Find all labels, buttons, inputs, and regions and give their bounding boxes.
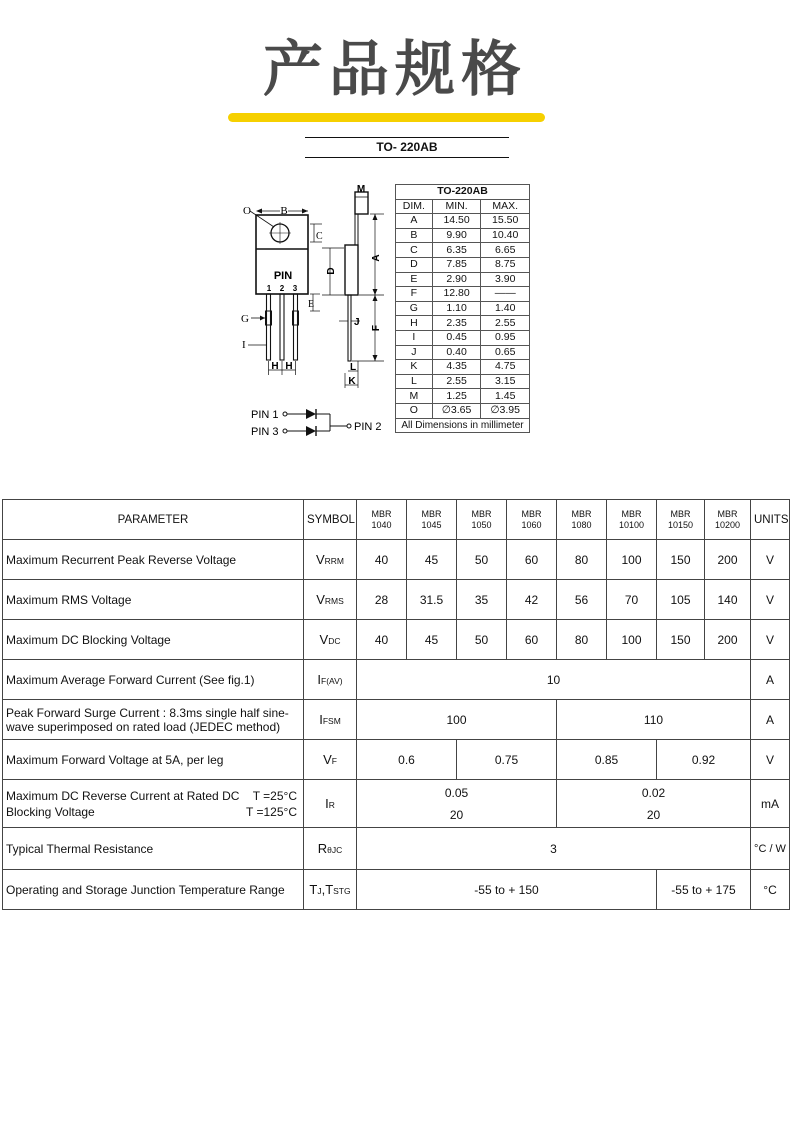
model-line1: MBR	[521, 508, 542, 519]
dim-letter: F	[396, 287, 433, 302]
value-cell: 140	[705, 580, 751, 620]
dim-min: 0.40	[432, 345, 481, 360]
dim-letter: A	[396, 214, 433, 229]
unit-cell: V	[751, 740, 790, 780]
param-label	[3, 700, 304, 740]
callout-h-left: H	[271, 361, 279, 372]
spec-row-vrms	[3, 580, 790, 620]
dim-min: 2.55	[432, 374, 481, 389]
spec-row-vdc	[3, 620, 790, 660]
callout-e: E	[308, 299, 315, 310]
dim-min: 9.90	[432, 228, 481, 243]
model-line2: 10150	[667, 519, 694, 530]
unit-cell: V	[751, 580, 790, 620]
pin1-terminal	[283, 412, 287, 416]
callout-k: K	[348, 376, 356, 387]
model-line2: 1060	[521, 519, 542, 530]
value-cell: 10	[357, 660, 751, 700]
dim-max: 4.75	[481, 360, 530, 375]
callout-f: F	[371, 324, 382, 332]
temp-condition-1: T =25°C	[252, 788, 297, 803]
arrow-b-left	[256, 209, 262, 214]
dim-row	[396, 330, 530, 345]
spec-header-row	[3, 500, 790, 540]
dim-max: ——	[481, 287, 530, 302]
callout-o: O	[243, 205, 251, 217]
model-line1: MBR	[471, 508, 492, 519]
dim-letter: E	[396, 272, 433, 287]
callout-a: A	[371, 254, 382, 262]
symbol-main: V	[316, 592, 325, 607]
param-line2-wrap	[6, 804, 300, 820]
unit-cell: V	[751, 620, 790, 660]
side-body	[345, 245, 358, 295]
value-cell: 110	[557, 700, 751, 740]
dim-row	[396, 243, 530, 258]
value-cell: 56	[557, 580, 607, 620]
value-bottom: 20	[449, 807, 464, 822]
symbol-sub: F	[331, 756, 337, 766]
spec-row-tj	[3, 870, 790, 910]
symbol-cell	[304, 660, 357, 700]
header-model	[705, 500, 751, 540]
dim-letter: D	[396, 257, 433, 272]
symbol-main: T	[309, 882, 318, 897]
dim-letter: I	[396, 330, 433, 345]
pin3-terminal	[283, 429, 287, 433]
pin-number-3: 3	[292, 284, 298, 293]
arrow-a-top	[373, 214, 378, 220]
dim-header-max: MAX.	[481, 199, 530, 214]
value-cell: 35	[457, 580, 507, 620]
value-cell: 0.85	[557, 740, 657, 780]
value-cell: 0.75	[457, 740, 557, 780]
model-line2: 10100	[618, 519, 645, 530]
arrow-g	[260, 316, 265, 321]
param-label: Maximum Recurrent Peak Reverse Voltage	[3, 540, 304, 580]
unit-cell: A	[751, 660, 790, 700]
lead-3	[294, 294, 298, 360]
value-cell: 3	[357, 828, 751, 870]
symbol-main: V	[315, 552, 325, 567]
model-line1: MBR	[421, 508, 442, 519]
dim-max: 1.40	[481, 301, 530, 316]
arrow-f-bottom	[373, 355, 378, 361]
value-cell: 70	[607, 580, 657, 620]
param-label: Maximum DC Blocking Voltage	[3, 620, 304, 660]
dim-min: 7.85	[432, 257, 481, 272]
callout-i: I	[242, 339, 246, 351]
dim-max: 0.95	[481, 330, 530, 345]
symbol-cell	[304, 828, 357, 870]
symbol-sub: J	[317, 886, 322, 896]
dim-max: ∅3.95	[481, 403, 530, 418]
dim-row	[396, 374, 530, 389]
callout-b: B	[280, 205, 288, 217]
param-label: Maximum Forward Voltage at 5A, per leg	[3, 740, 304, 780]
symbol-cell	[304, 700, 357, 740]
arrow-b-right	[302, 209, 308, 214]
dim-row	[396, 389, 530, 404]
symbol-cell	[304, 540, 357, 580]
dim-letter: L	[396, 374, 433, 389]
model-line2: 1040	[371, 519, 392, 530]
dim-min: ∅3.65	[432, 403, 481, 418]
value-cell: 100	[607, 540, 657, 580]
model-line2: 10200	[714, 519, 741, 530]
spec-row-ifav	[3, 660, 790, 700]
unit-cell: A	[751, 700, 790, 740]
package-body	[256, 215, 308, 294]
dim-max: 3.15	[481, 374, 530, 389]
model-line1: MBR	[371, 508, 392, 519]
unit-cell: °C / W	[751, 828, 790, 870]
symbol-sub: DC	[328, 636, 341, 646]
header-model	[657, 500, 705, 540]
callout-d: D	[326, 267, 337, 275]
param-label: Maximum RMS Voltage	[3, 580, 304, 620]
dim-row	[396, 257, 530, 272]
circuit-pin1-label: PIN 1	[251, 409, 279, 421]
dim-letter: G	[396, 301, 433, 316]
symbol-main: I	[317, 672, 322, 687]
symbol-main: I	[319, 712, 323, 727]
param-label: Typical Thermal Resistance	[3, 828, 304, 870]
value-cell: 50	[457, 540, 507, 580]
param-line2: wave superimposed on rated load (JEDEC method)	[6, 719, 281, 734]
model-line1: MBR	[670, 508, 691, 519]
dim-letter: H	[396, 316, 433, 331]
value-cell: 45	[407, 540, 457, 580]
side-tab	[355, 192, 368, 214]
callout-h-right: H	[285, 361, 293, 372]
dimension-table-footer: All Dimensions in millimeter	[396, 418, 530, 433]
callout-c: C	[316, 231, 323, 242]
value-cell: 60	[507, 540, 557, 580]
dim-letter: O	[396, 403, 433, 418]
header-model	[407, 500, 457, 540]
symbol-sub: F(AV)	[321, 676, 343, 686]
dimension-table-title: TO-220AB	[396, 185, 530, 200]
dim-max: 6.65	[481, 243, 530, 258]
title-underline-bar	[228, 113, 545, 122]
value-cell: -55 to + 175	[657, 870, 751, 910]
value-cell: 150	[657, 540, 705, 580]
value-cell: 80	[557, 540, 607, 580]
value-cell: 28	[357, 580, 407, 620]
model-line2: 1050	[471, 519, 492, 530]
param-label: Operating and Storage Junction Temperature Range	[3, 870, 304, 910]
symbol-sub: RRM	[324, 556, 345, 566]
symbol-main: R	[317, 841, 328, 856]
model-line2: 1080	[571, 519, 592, 530]
value-cell: 45	[407, 620, 457, 660]
dim-max: 3.90	[481, 272, 530, 287]
param-line1: Maximum DC Reverse Current at Rated DC	[6, 788, 240, 803]
dim-header-min: MIN.	[432, 199, 481, 214]
symbol-main: I	[325, 796, 329, 811]
callout-j: J	[354, 317, 360, 328]
header-symbol: SYMBOL	[304, 500, 357, 540]
model-line2: 1045	[421, 519, 442, 530]
arrow-f-top	[373, 295, 378, 301]
arrow-a-bottom	[373, 289, 378, 295]
dim-max: 8.75	[481, 257, 530, 272]
value-cell: 150	[657, 620, 705, 660]
callout-l: L	[349, 362, 357, 373]
value-cell: 100	[357, 700, 557, 740]
callout-g: G	[241, 313, 249, 325]
dim-min: 6.35	[432, 243, 481, 258]
side-neck	[355, 214, 358, 245]
package-rule-bottom	[305, 157, 509, 158]
circuit-pin2-label: PIN 2	[354, 421, 382, 433]
model-line1: MBR	[621, 508, 642, 519]
dim-max: 15.50	[481, 214, 530, 229]
diode-2-icon	[306, 426, 316, 436]
value-cell: 100	[607, 620, 657, 660]
symbol-sub: FSM	[322, 716, 341, 726]
dim-max: 0.65	[481, 345, 530, 360]
page-title: 产品规格	[263, 35, 527, 105]
pin-number-2: 2	[279, 284, 285, 293]
value-cell	[557, 780, 751, 828]
pin-label: PIN	[273, 270, 293, 282]
value-cell: 31.5	[407, 580, 457, 620]
value-cell: 0.6	[357, 740, 457, 780]
symbol-main-2: ,T	[321, 882, 334, 897]
unit-cell: mA	[751, 780, 790, 828]
lead-2	[280, 294, 284, 360]
spec-row-vrrm	[3, 540, 790, 580]
symbol-cell	[304, 740, 357, 780]
header-model	[557, 500, 607, 540]
value-cell: 0.92	[657, 740, 751, 780]
dim-min: 4.35	[432, 360, 481, 375]
package-rule-top	[305, 137, 509, 138]
package-outline-drawing	[236, 183, 396, 445]
dim-min: 1.10	[432, 301, 481, 316]
spec-row-ir	[3, 780, 790, 828]
dim-row	[396, 301, 530, 316]
spec-row-ifsm	[3, 700, 790, 740]
value-cell	[357, 780, 557, 828]
dim-min: 12.80	[432, 287, 481, 302]
symbol-cell	[304, 620, 357, 660]
dim-row	[396, 272, 530, 287]
symbol-main: V	[319, 632, 329, 647]
dim-row	[396, 345, 530, 360]
symbol-sub: θJC	[327, 845, 343, 855]
symbol-main: V	[323, 752, 332, 767]
value-bottom: 20	[646, 807, 661, 822]
value-top: 0.02	[641, 785, 666, 800]
spec-row-rth	[3, 828, 790, 870]
param-label	[3, 780, 304, 828]
header-model	[507, 500, 557, 540]
value-cell: 40	[357, 540, 407, 580]
spec-table	[2, 499, 790, 910]
symbol-sub: R	[328, 800, 335, 810]
dim-row	[396, 360, 530, 375]
side-lead	[348, 295, 351, 361]
dim-min: 2.90	[432, 272, 481, 287]
value-cell: 105	[657, 580, 705, 620]
dim-row	[396, 316, 530, 331]
model-line1: MBR	[571, 508, 592, 519]
dim-row	[396, 228, 530, 243]
unit-cell: °C	[751, 870, 790, 910]
param-label: Maximum Average Forward Current (See fig.1)	[3, 660, 304, 700]
dim-row	[396, 214, 530, 229]
dimension-table	[395, 184, 530, 433]
diode-1-icon	[306, 409, 316, 419]
dim-letter: C	[396, 243, 433, 258]
value-cell: 200	[705, 540, 751, 580]
circuit-pin3-label: PIN 3	[251, 426, 279, 438]
param-line1: Peak Forward Surge Current : 8.3ms single half sine-	[6, 705, 289, 720]
spec-row-vf	[3, 740, 790, 780]
model-line1: MBR	[717, 508, 738, 519]
dim-row	[396, 287, 530, 302]
dim-max: 2.55	[481, 316, 530, 331]
dim-max: 10.40	[481, 228, 530, 243]
pin-number-1: 1	[266, 284, 272, 293]
dim-min: 2.35	[432, 316, 481, 331]
value-cell: 42	[507, 580, 557, 620]
symbol-sub-2: STG	[333, 886, 351, 896]
header-units: UNITS	[751, 500, 790, 540]
header-model	[357, 500, 407, 540]
value-cell: -55 to + 150	[357, 870, 657, 910]
header-model	[457, 500, 507, 540]
dim-letter: K	[396, 360, 433, 375]
symbol-cell	[304, 780, 357, 828]
temp-condition-2: T =125°C	[246, 804, 297, 819]
lead-1	[267, 294, 271, 360]
dim-row	[396, 403, 530, 418]
callout-m: M	[356, 184, 366, 195]
symbol-cell	[304, 580, 357, 620]
dim-letter: M	[396, 389, 433, 404]
value-cell: 200	[705, 620, 751, 660]
value-cell: 40	[357, 620, 407, 660]
value-cell: 80	[557, 620, 607, 660]
package-heading: TO- 220AB	[376, 140, 438, 154]
unit-cell: V	[751, 540, 790, 580]
dim-min: 0.45	[432, 330, 481, 345]
dim-min: 1.25	[432, 389, 481, 404]
value-cell: 50	[457, 620, 507, 660]
value-cell: 60	[507, 620, 557, 660]
pin2-terminal	[347, 424, 351, 428]
header-model	[607, 500, 657, 540]
dim-min: 14.50	[432, 214, 481, 229]
dim-letter: J	[396, 345, 433, 360]
symbol-cell	[304, 870, 357, 910]
symbol-sub: RMS	[324, 596, 344, 606]
dim-max: 1.45	[481, 389, 530, 404]
value-top: 0.05	[444, 785, 469, 800]
header-parameter: PARAMETER	[3, 500, 304, 540]
param-line2: Blocking Voltage	[6, 804, 95, 819]
dim-letter: B	[396, 228, 433, 243]
dim-header-dim: DIM.	[396, 199, 433, 214]
param-line1-wrap	[6, 788, 300, 804]
